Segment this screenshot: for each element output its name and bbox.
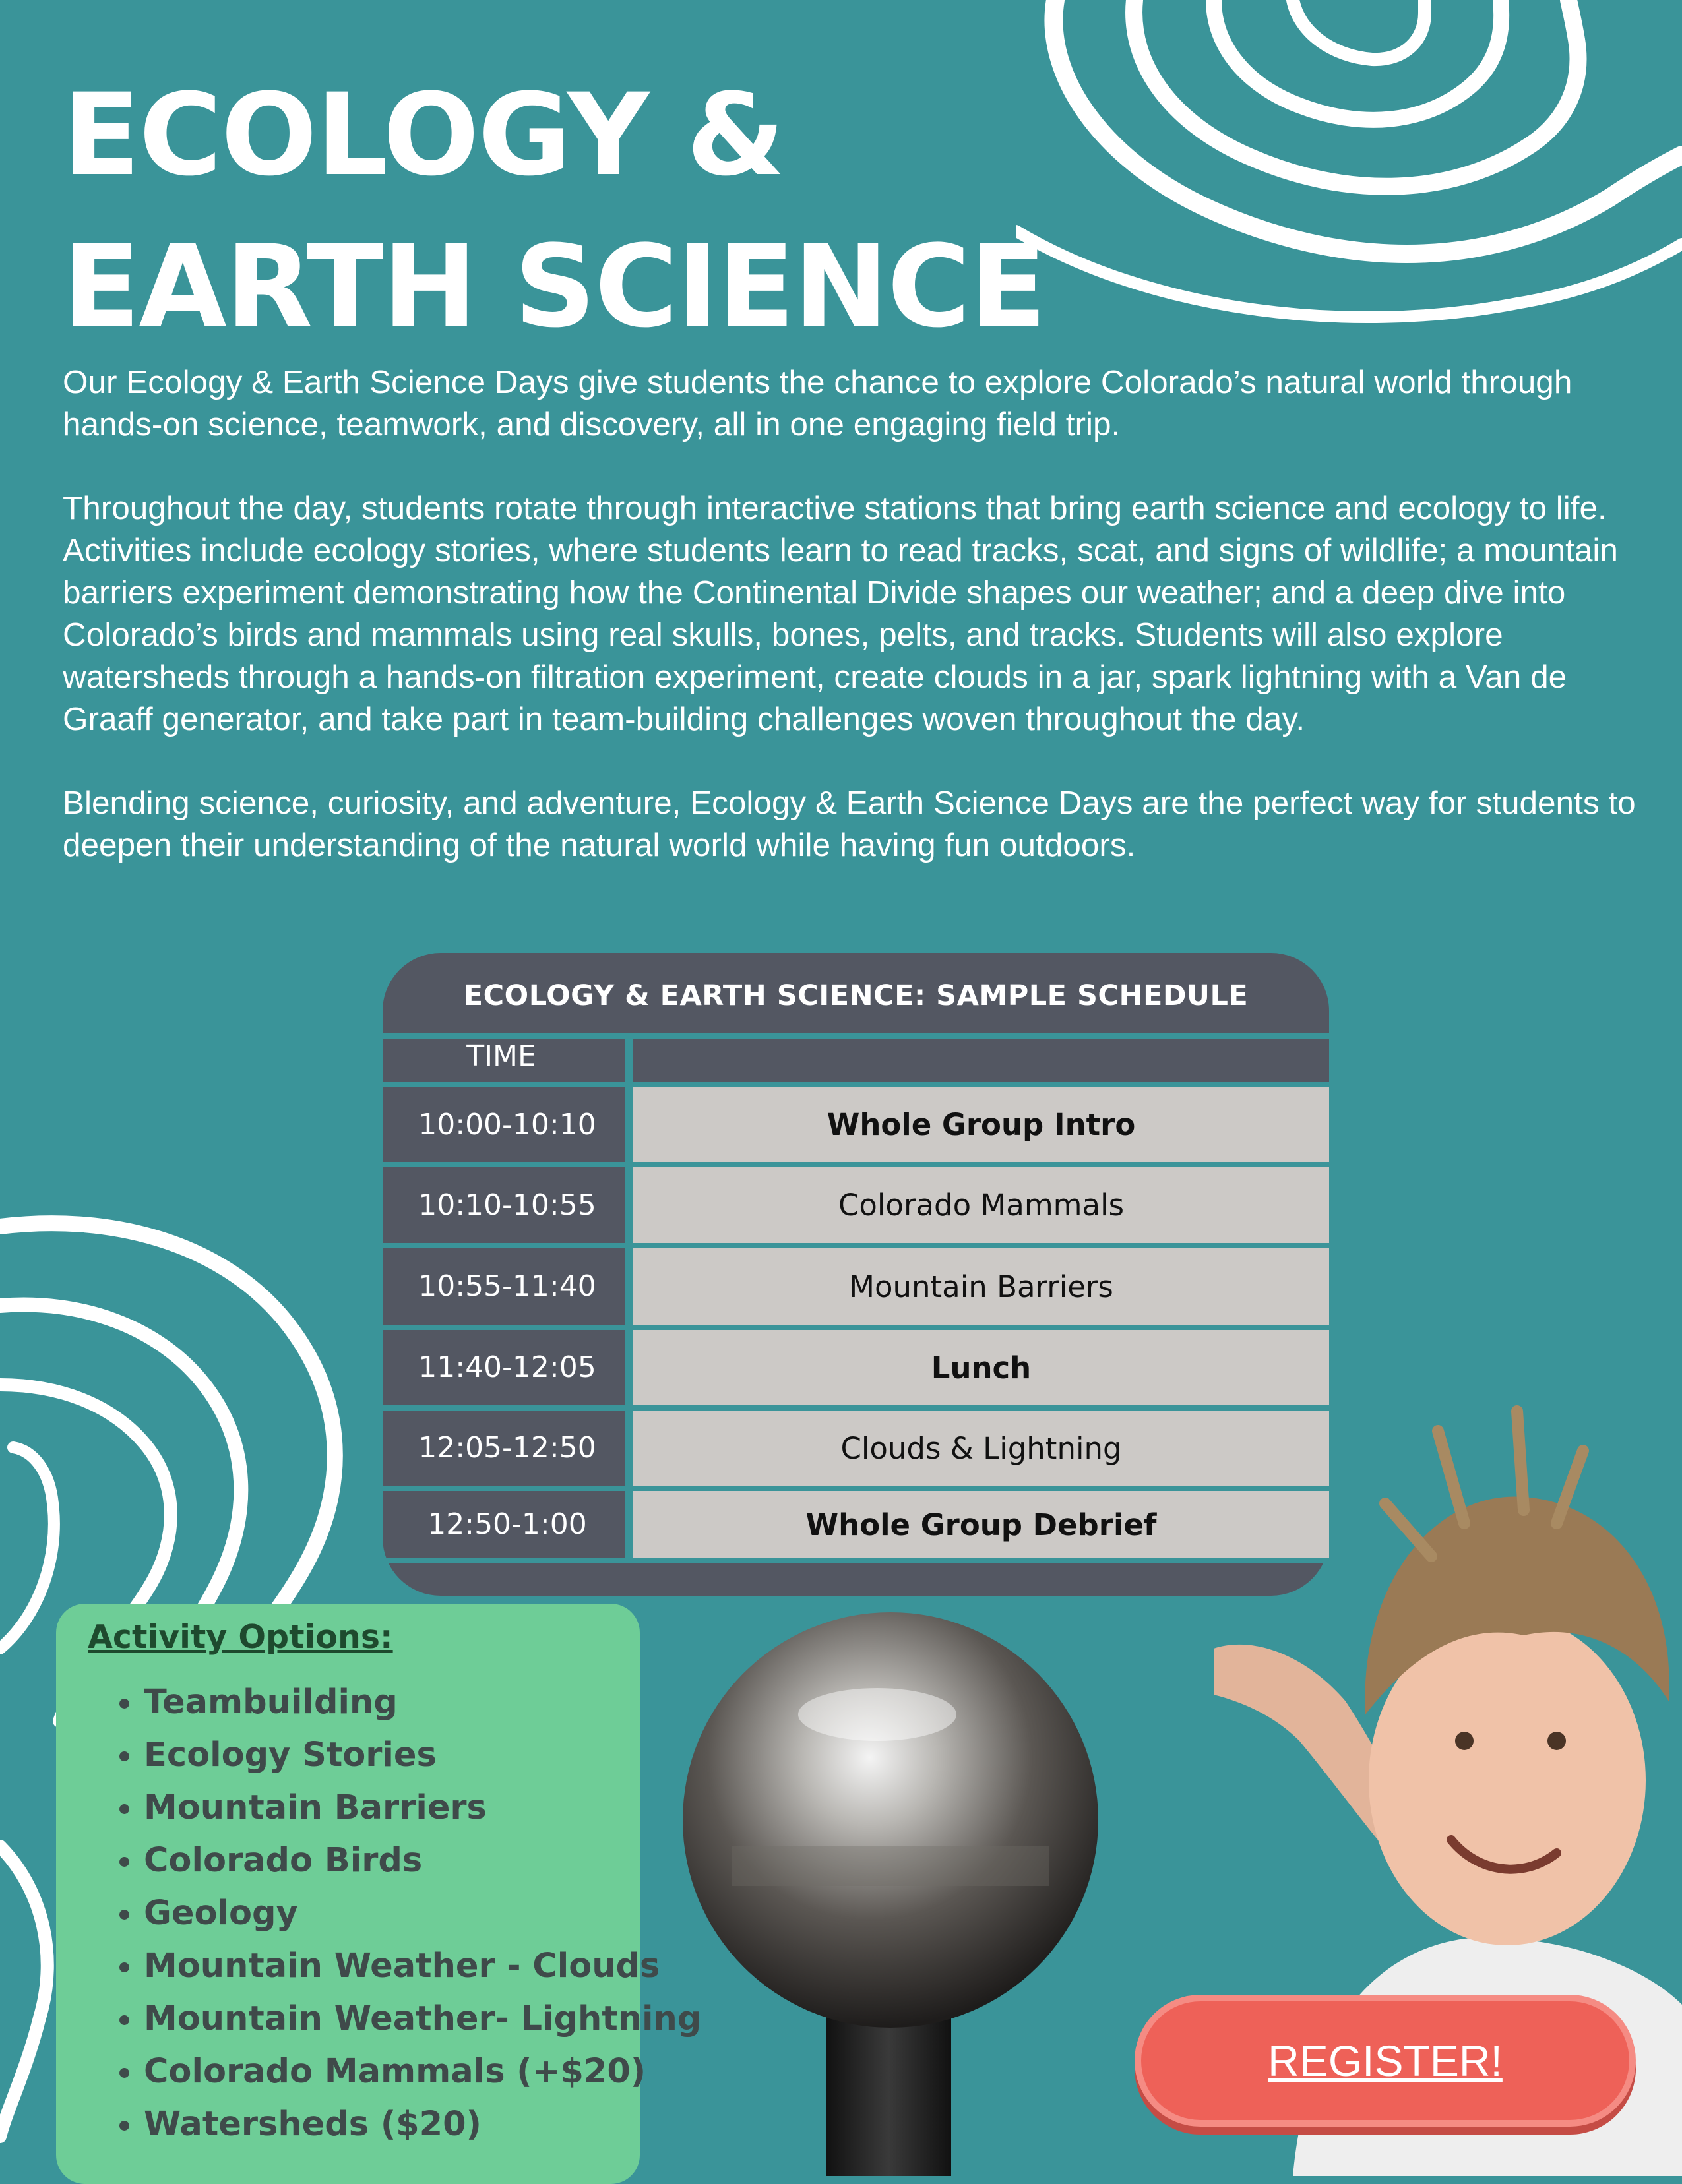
schedule-activity-cell: Colorado Mammals — [633, 1167, 1329, 1243]
schedule-time-cell: 12:05-12:50 — [418, 1431, 596, 1465]
intro-text — [63, 361, 1646, 908]
schedule-time-cell: 10:00-10:10 — [418, 1108, 596, 1141]
van-de-graaff-photo — [679, 1609, 1102, 2176]
list-item: • Watersheds ($20) — [144, 2098, 701, 2151]
intro-paragraph-3: Blending science, curiosity, and adventure, Ecology & Earth Science Days are the perfect way for students to deepen their understanding of the natural world while having fun outdoors. — [63, 785, 1636, 863]
activity-options-heading: Activity Options: — [88, 1618, 393, 1656]
list-item: • Mountain Weather - Clouds — [144, 1940, 701, 1993]
schedule-divider — [383, 1243, 1329, 1248]
schedule-activity-cell: Lunch — [633, 1330, 1329, 1405]
activity-options-box — [56, 1604, 702, 2184]
list-item: • Mountain Barriers — [144, 1782, 701, 1835]
schedule-activity-cell: Clouds & Lightning — [633, 1410, 1329, 1486]
list-item: • Colorado Birds — [144, 1835, 701, 1887]
schedule-divider — [383, 1325, 1329, 1330]
schedule-divider — [383, 1162, 1329, 1167]
list-item: • Mountain Weather- Lightning — [144, 1993, 701, 2046]
title-line-1: ECOLOGY & — [63, 69, 784, 201]
schedule-divider — [383, 1486, 1329, 1491]
intro-paragraph-2: Throughout the day, students rotate through interactive stations that bring earth science and ecology to life. Activities include ecology stories, where students learn to read tracks, scat, and signs of wildlife; a mountain barriers experiment demonstrating how the Continental Divide shapes our weather; and a deep dive into Colorado’s birds and mammals using real skulls, bones, pelts, and tracks. Students will also explore watersheds through a hands-on filtration experiment, create clouds in a jar, spark lightning with a Van de Graaff generator, and take part in team-building challenges woven throughout the day. — [63, 490, 1618, 737]
list-item: • Ecology Stories — [144, 1729, 701, 1782]
schedule-divider — [383, 1558, 1329, 1563]
list-item: • Teambuilding — [144, 1676, 701, 1729]
intro-paragraph-1: Our Ecology & Earth Science Days give students the chance to explore Colorado’s natural world through hands-on science, teamwork, and discovery, all in one engaging field trip. — [63, 364, 1573, 442]
title-line-2: EARTH SCIENCE — [63, 220, 1045, 353]
schedule-time-header: TIME — [466, 1039, 536, 1073]
schedule-activity-cell: Whole Group Debrief — [633, 1491, 1329, 1558]
register-button[interactable]: REGISTER! — [1135, 1995, 1636, 2127]
schedule-title: ECOLOGY & EARTH SCIENCE: SAMPLE SCHEDULE — [463, 979, 1249, 1012]
schedule-time-cell: 10:10-10:55 — [418, 1188, 596, 1222]
sample-schedule-table — [383, 953, 1329, 1596]
list-item: • Colorado Mammals (+$20) — [144, 2046, 701, 2098]
schedule-time-cell: 11:40-12:05 — [418, 1350, 596, 1384]
schedule-time-cell: 10:55-11:40 — [418, 1269, 596, 1303]
schedule-activity-cell: Whole Group Intro — [633, 1087, 1329, 1162]
schedule-time-cell: 12:50-1:00 — [427, 1507, 587, 1541]
schedule-activity-cell: Mountain Barriers — [633, 1248, 1329, 1325]
list-item: • Geology — [144, 1887, 701, 1940]
activity-options-list — [86, 1676, 701, 2151]
schedule-divider — [383, 1405, 1329, 1410]
schedule-divider — [383, 1082, 1329, 1087]
page-title — [63, 59, 1045, 363]
swirl-decoration-top-right — [1016, 0, 1682, 343]
